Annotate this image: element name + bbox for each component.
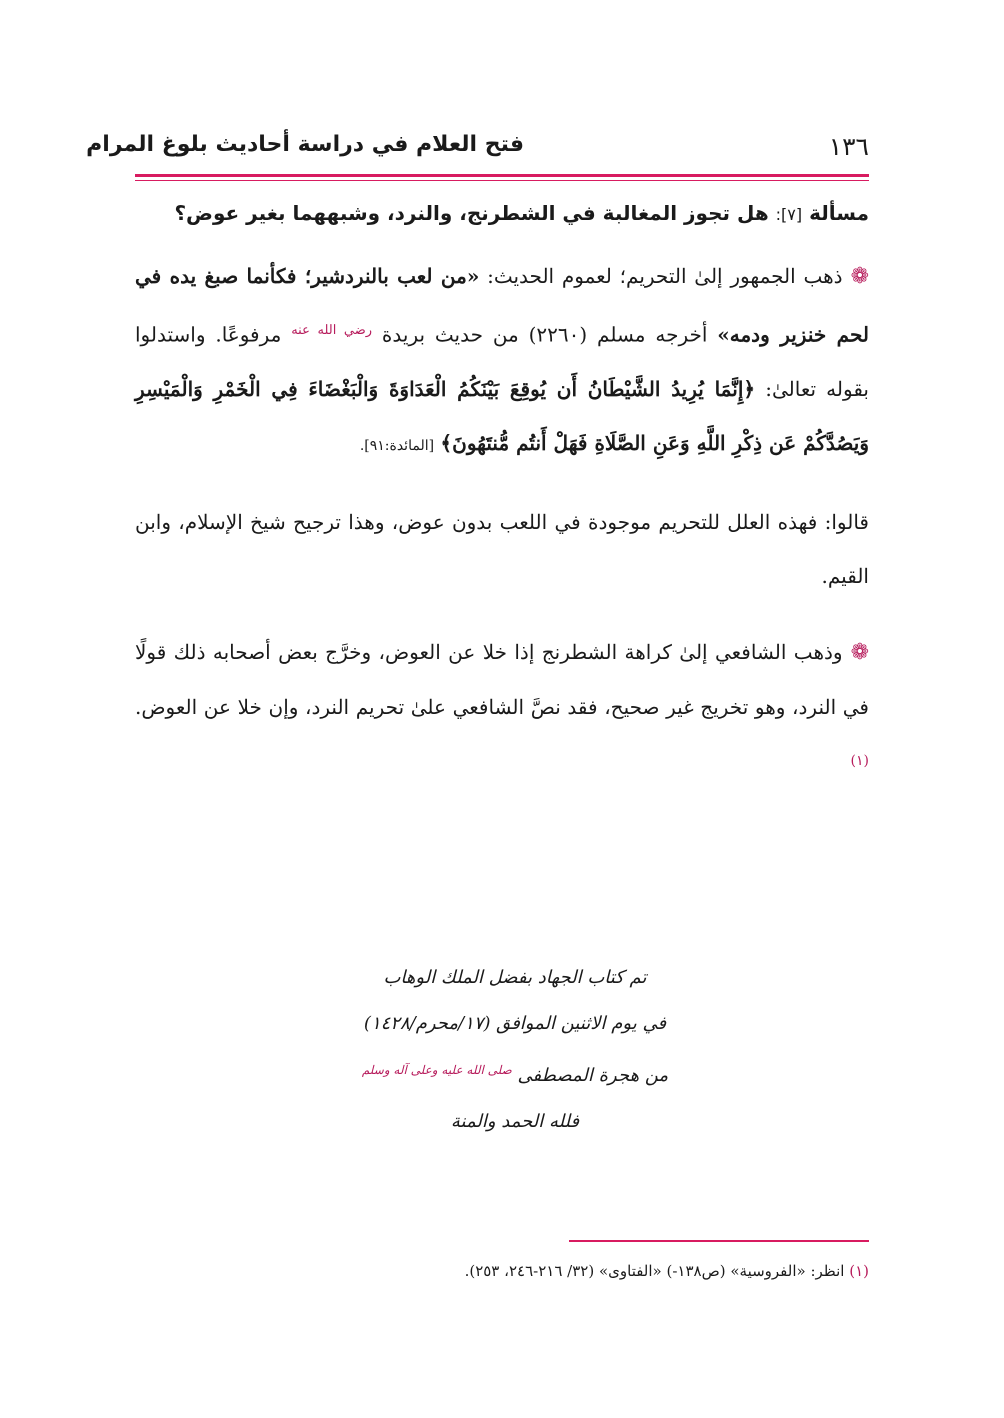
question-text: هل تجوز المغالبة في الشطرنج، والنرد، وشبههما بغير عوض؟ (174, 201, 769, 225)
footnote-text: انظر: «الفروسية» (ص١٣٨-) «الفتاوى» (٣٢/ ٢١٦-٢٤٦، ٢٥٣). (464, 1262, 845, 1280)
colophon-line-3 (300, 1047, 730, 1099)
colophon-line-1: تم كتاب الجهاد بفضل الملك الوهاب (383, 967, 647, 988)
header-rule-thick (135, 174, 869, 177)
p1-text1: ذهب الجمهور إلىٰ التحريم؛ لعموم الحديث: (479, 264, 843, 288)
p3-text: وذهب الشافعي إلىٰ كراهة الشطرنج إذا خلا عن العوض، وخرَّج بعض أصحابه ذلك قولًا في النرد، وهو تخريج غير صحيح، فقد نصَّ الشافعي علىٰ تحريم النرد، وإن خلا عن العوض. (135, 639, 869, 719)
p1-text3: مرفوعًا. واستدلوا بقوله تعالىٰ: (135, 322, 870, 401)
prophet-honorific-glyph: صلى الله عليه وعلى آله وسلم (361, 1063, 512, 1077)
header-rule-thin (135, 180, 869, 181)
p1-text2: أخرجه مسلم (٢٢٦٠) من حديث بريدة (372, 322, 718, 347)
page-number: ١٣٦ (828, 132, 869, 161)
question-ref: [٧]: (775, 205, 803, 224)
question-label: مسألة (809, 201, 869, 225)
colophon-line-2: في يوم الاثنين الموافق (١٧/محرم/١٤٢٨) (363, 1013, 667, 1034)
footnote (465, 1262, 869, 1280)
colophon-line-4: فلله الحمد والمنة (450, 1111, 580, 1132)
colophon-line-3-text: من هجرة المصطفى (517, 1065, 669, 1086)
p2-text: قالوا: فهذه العلل للتحريم موجودة في اللعب بدون عوض، وهذا ترجيح شيخ الإسلام، وابن القيم. (135, 509, 869, 588)
paragraph-majority-view (135, 249, 869, 473)
colophon (300, 955, 730, 1145)
honorific-glyph: رضي الله عنه (291, 323, 373, 338)
paragraph-shafii-view (135, 625, 869, 793)
hadith-quote: «من لعب بالنردشير؛ فكأنما صبغ يده في لحم خنزير ودمه» (135, 264, 869, 347)
flower-marker-icon: ❁ (850, 639, 869, 665)
flower-marker-icon: ❁ (850, 264, 869, 289)
quran-reference: [المائدة:٩١]. (359, 437, 435, 454)
page-header (86, 128, 869, 168)
footnote-rule (569, 1240, 869, 1242)
footnote-number: (١) (849, 1262, 869, 1280)
quran-verse: ﴿إِنَّمَا يُرِيدُ الشَّيْطَانُ أَن يُوقِعَ بَيْنَكُمُ الْعَدَاوَةَ وَالْبَغْضَاءَ فِي الْخَمْرِ وَالْمَيْسِرِ وَيَصُدَّكُمْ عَن ذِكْرِ اللَّهِ وَعَنِ الصَّلَاةِ فَهَلْ أَنتُم مُّنتَهُونَ﴾ (135, 376, 869, 455)
footnote-reference[interactable]: (١) (850, 752, 869, 769)
question-heading (135, 193, 869, 235)
running-title: فتح العلام في دراسة أحاديث بلوغ المرام (86, 132, 524, 157)
main-content (135, 193, 869, 814)
paragraph-conclusion (135, 495, 869, 603)
